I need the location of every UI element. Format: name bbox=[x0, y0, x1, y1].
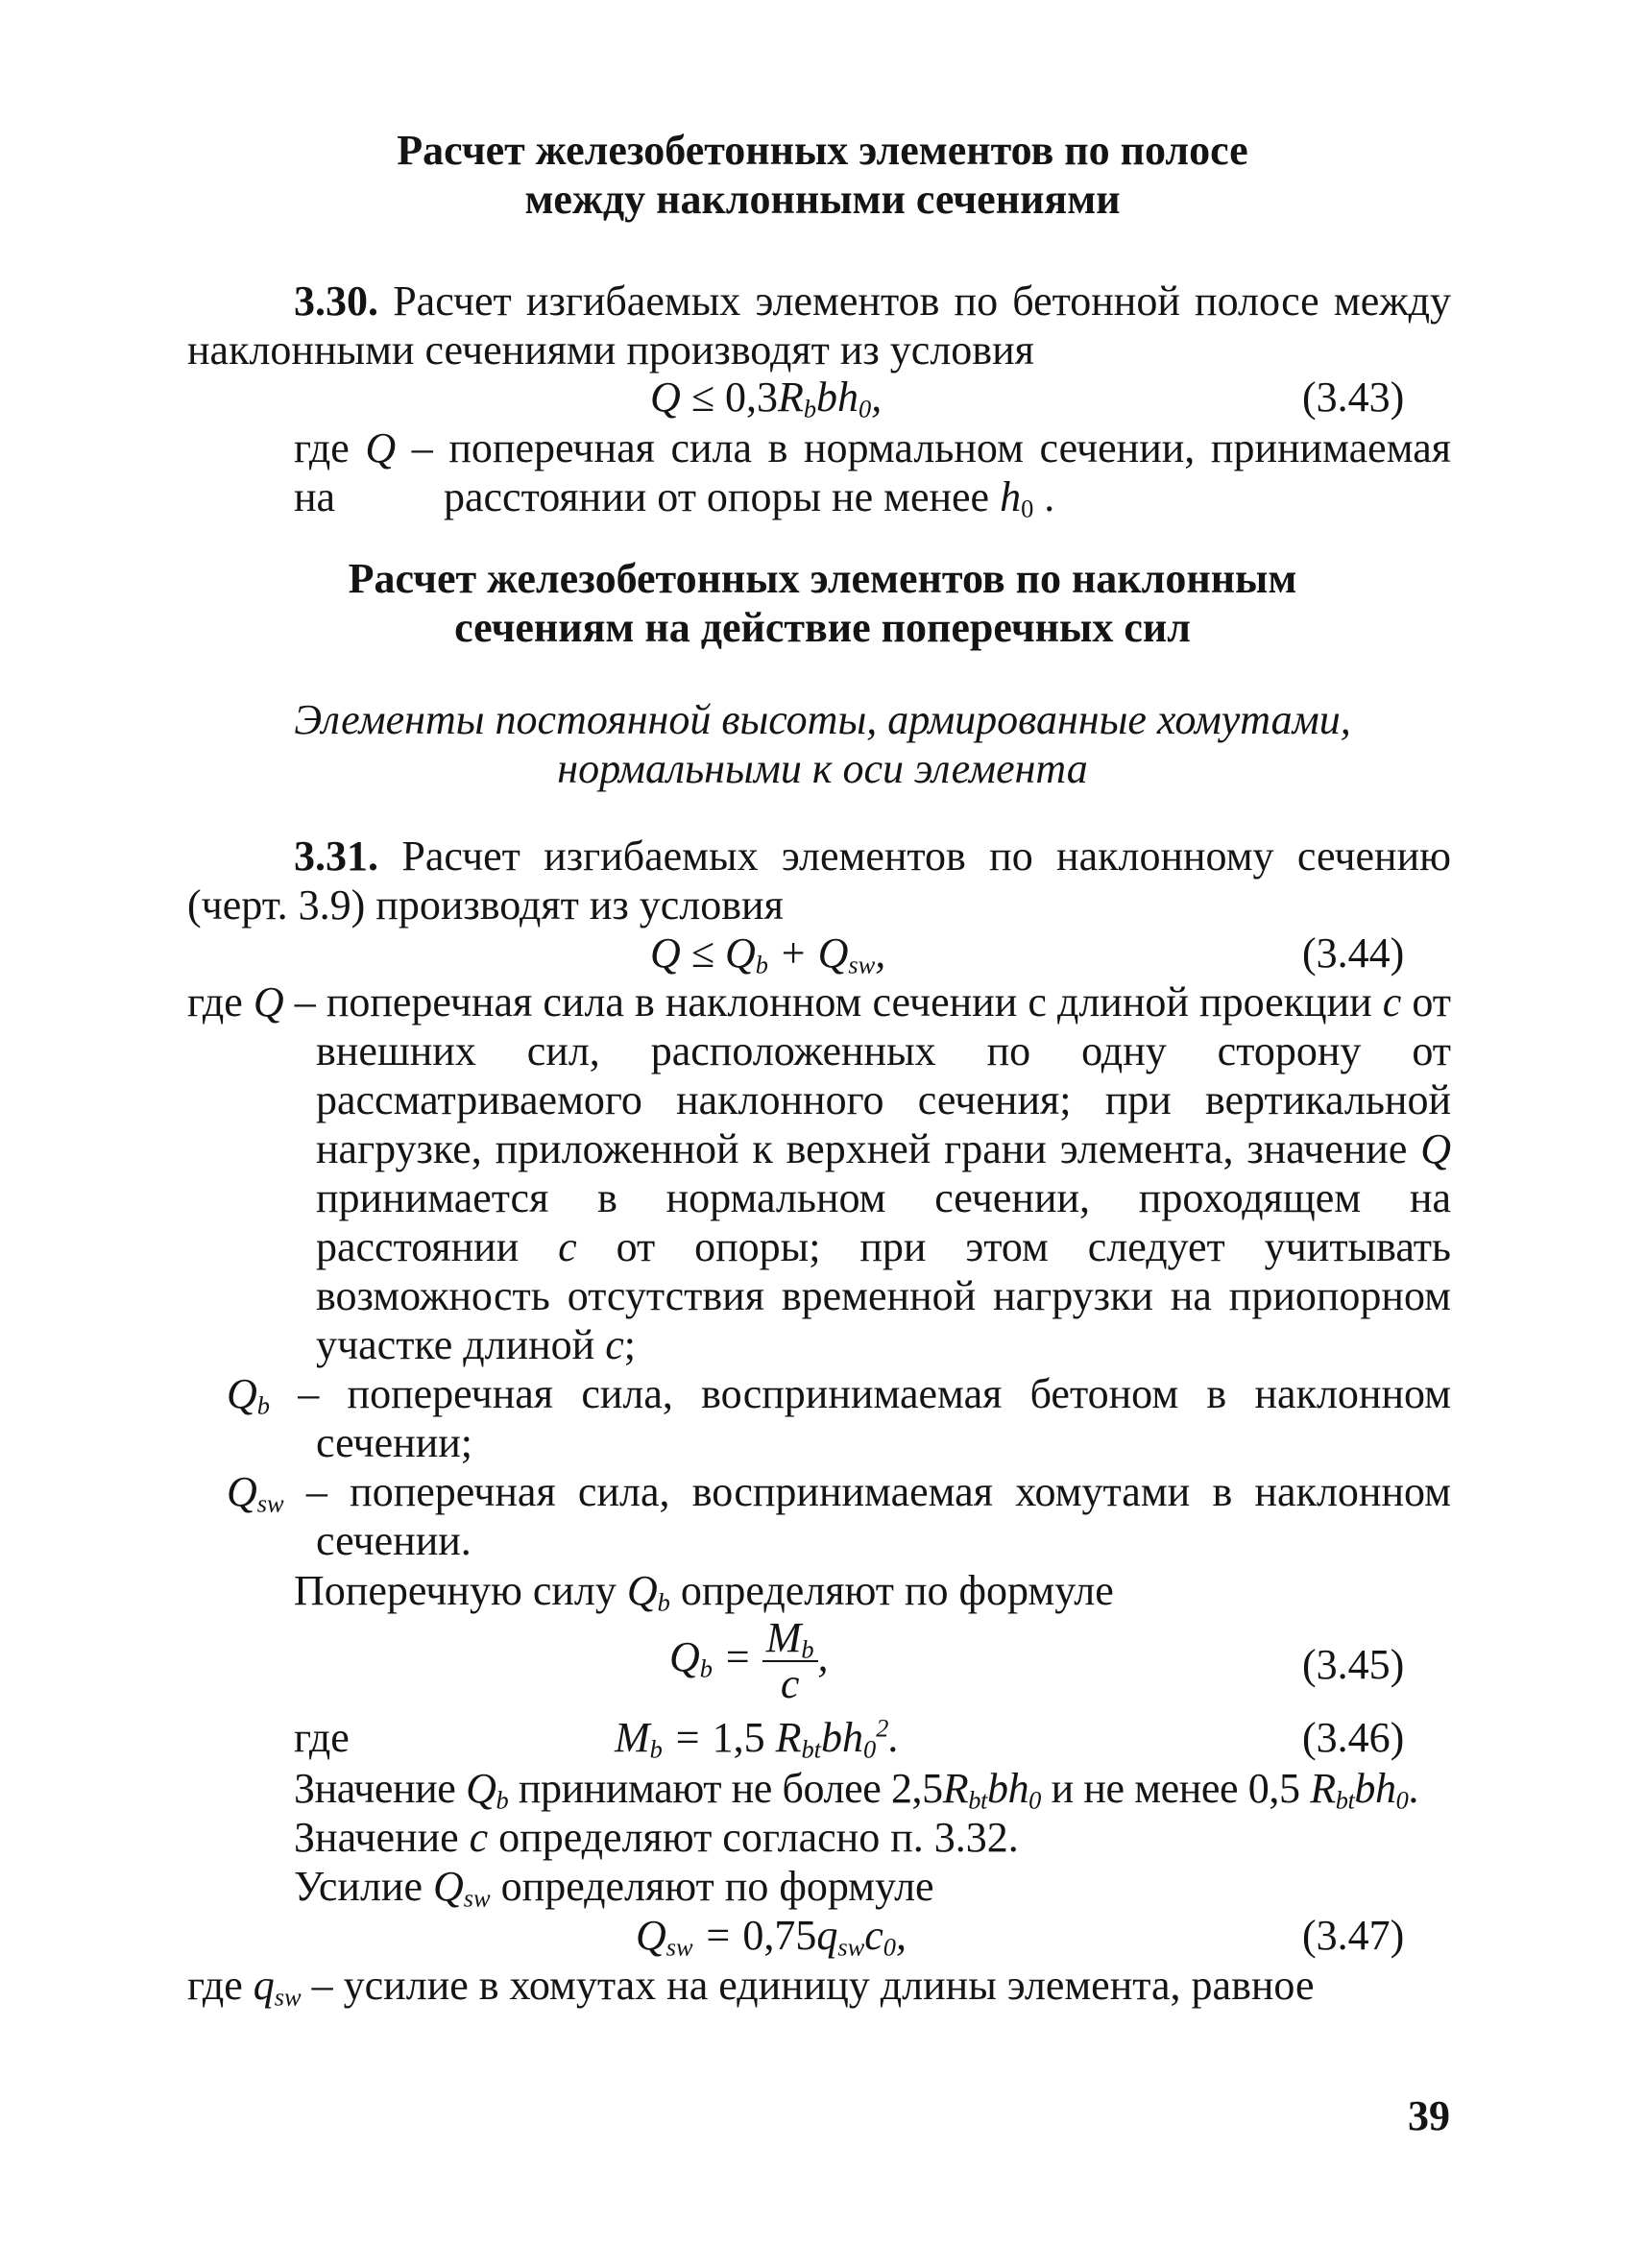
equation-number: (3.43) bbox=[1302, 374, 1405, 421]
q-definition-line-2: внешних сил, расположенных по одну сторону от bbox=[316, 1027, 1451, 1074]
paragraph-3-31-line-2: (черт. 3.9) производят из условия bbox=[187, 881, 784, 929]
section-heading-1-line-2: между наклонными сечениями bbox=[524, 176, 1121, 223]
q-definition-line-8: участке длиной c; bbox=[316, 1321, 636, 1368]
formula-3-45: $Q_b$ = $\frac{M_b}{c}$ , bbox=[669, 1614, 829, 1707]
section-heading-2-line-1: Расчет железобетонных элементов по наклонным bbox=[348, 555, 1297, 602]
paragraph-3-31-line-1: 3.31. Расчет изгибаемых элементов по наклонному сечению bbox=[294, 832, 1452, 880]
page-number: 39 bbox=[1408, 2092, 1450, 2139]
equation-number: (3.44) bbox=[1302, 929, 1405, 977]
paragraph-number: 3.30. bbox=[294, 277, 378, 325]
qb-formula-intro: Поперечную силу $Q_b$ определяют по формуле bbox=[294, 1567, 1114, 1617]
qsw-intro-line: Усилие $Q_{sw}$ определяют по формуле bbox=[294, 1863, 934, 1913]
qb-definition-line-2: сечении; bbox=[316, 1419, 473, 1466]
q-definition-line-3: рассматриваемого наклонного сечения; при вертикальной bbox=[316, 1076, 1451, 1123]
c-determination-line: Значение c определяют согласно п. 3.32. bbox=[294, 1814, 1019, 1861]
qsw-where-line: где $q_{sw}$ – усилие в хомутах на единицу длины элемента, равное bbox=[187, 1962, 1315, 2012]
section-heading-1-line-1: Расчет железобетонных элементов по полосе bbox=[397, 127, 1248, 174]
qb-limits-line: Значение $Q_b$ принимают не более $2,5R_{bt}bh_0$ и не менее 0,5 $R_{bt}bh_0$. bbox=[294, 1765, 1419, 1815]
formula-3-44: $Q \le Q_b + Q_{sw}$, bbox=[650, 929, 886, 979]
q-definition-line-1: где Q – поперечная сила в наклонном сечении с длиной проекции c от bbox=[187, 978, 1452, 1025]
formula-3-46: $M_b = 1,5$ $R_{bt}bh_0^2$. bbox=[615, 1713, 900, 1764]
subheading-line-2: нормальными к оси элемента bbox=[557, 745, 1088, 792]
q-definition-line-6: расстоянии c от опоры; при этом следует учитывать bbox=[316, 1223, 1451, 1270]
formula-3-43: $Q \le 0,3R_bbh_0$, bbox=[650, 374, 883, 423]
q-definition-line-4: нагрузке, приложенной к верхней грани элемента, значение Q bbox=[316, 1125, 1452, 1172]
paragraph-number: 3.31. bbox=[294, 832, 378, 880]
equation-number: (3.46) bbox=[1302, 1714, 1405, 1761]
formula-3-47: $Q_{sw} = 0,75q_{sw}c_0$, bbox=[636, 1912, 907, 1962]
section-heading-2-line-2: сечениям на действие поперечных сил bbox=[454, 604, 1191, 651]
qsw-definition-line-1: $Q_{sw}$ – поперечная сила, воспринимаемая хомутами в наклонном bbox=[227, 1468, 1452, 1518]
equation-number: (3.45) bbox=[1302, 1641, 1405, 1688]
where-label: где bbox=[294, 1714, 350, 1761]
subheading-line-1: Элементы постоянной высоты, армированные хомутами, bbox=[294, 696, 1351, 743]
qsw-definition-line-2: сечении. bbox=[316, 1517, 472, 1564]
where-line-1: где Q – поперечная сила в нормальном сечении, принимаемая на bbox=[294, 424, 1451, 520]
q-definition-line-7: возможность отсутствия временной нагрузки на приопорном bbox=[316, 1272, 1451, 1319]
paragraph-3-30-line-2: наклонными сечениями производят из условия bbox=[187, 326, 1034, 374]
paragraph-3-30-line-1: 3.30. Расчет изгибаемых элементов по бетонной полосе между bbox=[294, 277, 1452, 325]
equation-number: (3.47) bbox=[1302, 1912, 1405, 1959]
q-definition-line-5: принимается в нормальном сечении, проходящем на bbox=[316, 1174, 1451, 1221]
qb-definition-line-1: $Q_b$ – поперечная сила, воспринимаемая бетоном в наклонном bbox=[227, 1370, 1451, 1420]
where-line-2: расстоянии от опоры не менее $h_0$ . bbox=[444, 473, 1055, 523]
